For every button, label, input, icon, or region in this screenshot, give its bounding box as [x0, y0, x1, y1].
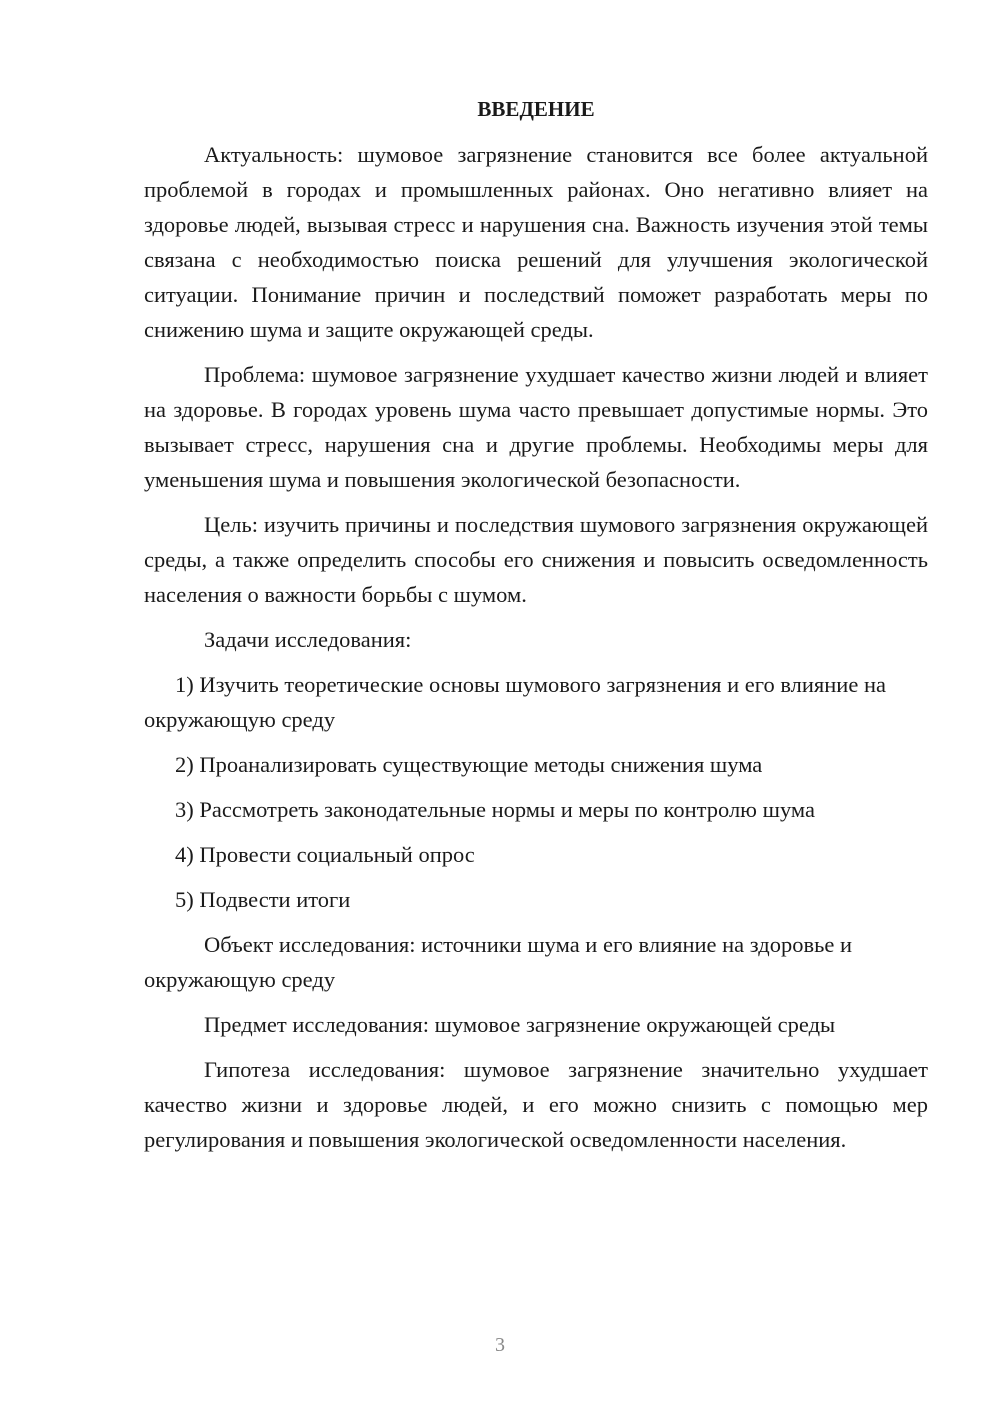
- relevance-paragraph: Актуальность: шумовое загрязнение становится все более актуальной проблемой в городах и промышленных районах. Оно негативно влияет на здоровье людей, вызывая стресс и нарушения сна. Важность изучения этой темы связана с необходимостью поиска решений для улучшения экологической ситуации. Понимание причин и последствий поможет разработать меры по снижению шума и защите окружающей среды.: [144, 142, 928, 342]
- page-content: [144, 92, 928, 1167]
- section-heading: ВВЕДЕНИЕ: [477, 97, 595, 121]
- research-object-paragraph: Объект исследования: источники шума и его влияние на здоровье и окружающую среду: [144, 932, 853, 992]
- task-item-1: 1) Изучить теоретические основы шумового загрязнения и его влияние на окружающую среду: [144, 672, 886, 732]
- task-item-5: 5) Подвести итоги: [175, 887, 351, 912]
- page-number: 3: [495, 1334, 505, 1356]
- goal-paragraph: Цель: изучить причины и последствия шумового загрязнения окружающей среды, а также определить способы его снижения и повысить осведомленность населения о важности борьбы с шумом.: [144, 512, 928, 607]
- hypothesis-paragraph: Гипотеза исследования: шумовое загрязнение значительно ухудшает качество жизни и здоровье людей, и его можно снизить с помощью мер регулирования и повышения экологической осведомленности населения.: [144, 1057, 928, 1152]
- task-item-4: 4) Провести социальный опрос: [175, 842, 475, 867]
- tasks-heading: Задачи исследования:: [204, 627, 412, 652]
- task-item-3: 3) Рассмотреть законодательные нормы и меры по контролю шума: [175, 797, 815, 822]
- task-item-2: 2) Проанализировать существующие методы снижения шума: [175, 752, 763, 777]
- problem-paragraph: Проблема: шумовое загрязнение ухудшает качество жизни людей и влияет на здоровье. В городах уровень шума часто превышает допустимые нормы. Это вызывает стресс, нарушения сна и другие проблемы. Необходимы меры для уменьшения шума и повышения экологической безопасности.: [144, 362, 928, 492]
- research-subject-paragraph: Предмет исследования: шумовое загрязнение окружающей среды: [204, 1012, 836, 1037]
